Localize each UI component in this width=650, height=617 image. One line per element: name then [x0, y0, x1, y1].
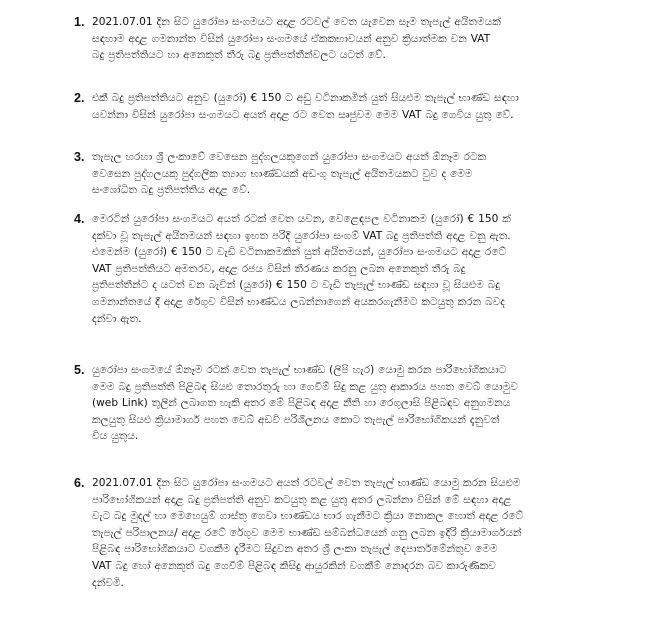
- text-line: සංශෝධිත බදු ප්‍රතිපත්තිය අදාළ වේ.: [92, 184, 251, 197]
- text-line: මෙරටින් යුරෝපා සංගමයට අයත් රටක් වෙත යවන, වෙළෙඳපල වටිනාකම (යුරෝ) € 150 ක්: [92, 213, 511, 225]
- text-line: පාරිභෝගිකයන් අදාළ බදු ප්‍රතිපත්ති අනුව කටයුතු කළ යුතු අතර ලබන්නා විසින් මේ සඳහා අදාළ: [92, 493, 512, 506]
- text-line: වෙසෙන පුද්ගලයකු පුද්ගලික ත්‍යාග භාණ්ඩයක් අඩංගු තැපැල් අයිතමයකට වුව ද මෙම: [92, 167, 473, 180]
- text-line: යවන්නා විසින් යුරෝපා සංගමයට අයත් අදාළ රට වෙත සෘජුවම මෙම VAT බදු ගෙවිය යුතු වේ.: [92, 108, 514, 121]
- text-line: යුරෝපා සංගමයේ ඕනෑම රටක් වෙත තැපැල් භාණ්ඩ (ලිපි හැර) යොමු කරන පාරිභෝගිකයාට: [92, 364, 507, 376]
- list-item-5: [74, 362, 606, 445]
- item-number: 2.: [74, 91, 85, 105]
- text-line: 2021.07.01 දින සිට යුරෝපා සංගමයට අයත් රටවල් වෙත තැපැල් භාණ්ඩ යොමු කරන සියළුම: [92, 477, 521, 489]
- text-line: දන්වමි.: [92, 576, 124, 589]
- item-number: 1.: [74, 15, 85, 29]
- item-text: [92, 211, 606, 327]
- item-text: [92, 90, 606, 123]
- text-line: දන්වා ඇත.: [92, 312, 142, 325]
- text-line: තැපැල් පරිපාලනය/ අදාළ රටේ රේගුව මෙම භාණ්ඩ සම්බන්ධයෙන් ගනු ලබන ඉදිරි ක්‍රියාමාර්ගයන්: [92, 526, 522, 539]
- item-text: [92, 149, 606, 199]
- item-number: 4.: [74, 212, 85, 226]
- text-line: වැට බදු මුදල් හා මෙහෙයුම් ගාස්තු ගෙවා භාණ්ඩය භාර ගැනීමට ක්‍රියා නොකල හොත් අදාළ රටේ: [92, 510, 524, 523]
- text-line: එමෙන්ම (යුරෝ) € 150 ට වැඩි වටිනාකමකින් යුත් අයිතමයන්, යුරෝපා සංගමයට අදාළ රටේ: [92, 246, 507, 259]
- text-line: විය යුතුය.: [92, 430, 139, 443]
- text-line: බදු ප්‍රතිපත්තියට හා අනෙකුත් තීරු බදු ප්‍රතිපත්තීන්වලට යටත් වේ.: [92, 49, 386, 62]
- item-text: [92, 362, 606, 445]
- text-line: එකී බදු ප්‍රතිපත්තියට අනුව (යුරෝ) € 150 ට අඩු වටිනාකමින් යුත් සියළුම තැපැල් භාණ්ඩ සඳහා: [92, 92, 519, 104]
- item-text: [92, 475, 606, 591]
- text-line: කලයුතු සියළු ක්‍රියාමාර්ග පහත වෙබ් අඩවි පරිශීලනය කොට තැපැල් පාරිභෝගිකයන් දැනුවත්: [92, 413, 500, 426]
- text-line: මෙම බදු ප්‍රතිපත්ති පිළිබඳ සියළු තොරතුරු හා ගෙවීම් සිදු කළ යුතු ආකාරය පහත වෙබ් යොමුව: [92, 380, 518, 393]
- text-line: (web Link) තුලින් ලබාගත හැකි අතර මේ පිළිබඳ අදාළ නීති හා රෙගුලාසි පිළිබඳව අනුගමනය: [92, 397, 511, 410]
- list-item-2: [74, 90, 606, 123]
- text-line: VAT ප්‍රතිපත්තියට අමතරව, අදාළ රජය විසින් තීරණය කරනු ලබන අනෙකුත් තීරු බදු: [92, 262, 466, 275]
- list-item-4: [74, 211, 606, 327]
- text-line: VAT බදු හෝ අනෙකුත් බදු ගෙවීම් පිළිබඳ කිසිදු ආයුරකින් වගකීම් නොදරන බව කාරුණිකව: [92, 559, 496, 572]
- item-number: 5.: [74, 363, 85, 377]
- item-text: [92, 14, 606, 64]
- text-line: දක්වා වූ තැපැල් අයිතමයන් සඳහා ඉහත පරිදි යුරෝපා සංගම් VAT බදු ප්‍රතිපත්ති අදාළ වනු ඇත.: [92, 229, 511, 242]
- text-line: ප්‍රතිපත්තීන්ට ද යටත් වන බැවින් (යුරෝ) € 150 ට වැඩි තැපැල් භාණ්ඩ සඳහා වූ සියළුම බදු: [92, 279, 500, 292]
- list-item-6: [74, 475, 606, 591]
- text-line: තැපැල හරහා ශ්‍රී ලංකාවේ වෙසෙන පුද්ගලයකුගෙන් යුරෝපා සංගමයට අයත් ඕනෑම රටක: [92, 151, 487, 163]
- text-line: සඳහාම අදාළ ගමනාන්ත විසින් යුරෝපා සංගමයේ ඒකකභාවයන් අනුව ක්‍රියාත්මක වන VAT: [92, 32, 491, 45]
- list-item-1: [74, 14, 606, 64]
- text-line: පිළිබඳ පාරිභෝගිකයාට වගකීම දැරීමට සිදුවන අතර ශ්‍රී ලංකා තැපැල් දෙපාර්තමේන්තුව මෙම: [92, 543, 498, 556]
- text-line: ගමනාන්තයේ දී අදාළ රේගුව විසින් භාණ්ඩය ලබන්නාගෙන් අයකරගැනීමට කටයුතු කරන බවද: [92, 295, 506, 308]
- item-number: 3.: [74, 150, 85, 164]
- list-item-3: [74, 149, 606, 199]
- text-line: 2021.07.01 දින සිට යුරෝපා සංගමයට අදාළ රටවල් වෙත යැවෙන සෑම තැපැල් අයිතමයක්: [92, 16, 501, 28]
- item-number: 6.: [74, 476, 85, 490]
